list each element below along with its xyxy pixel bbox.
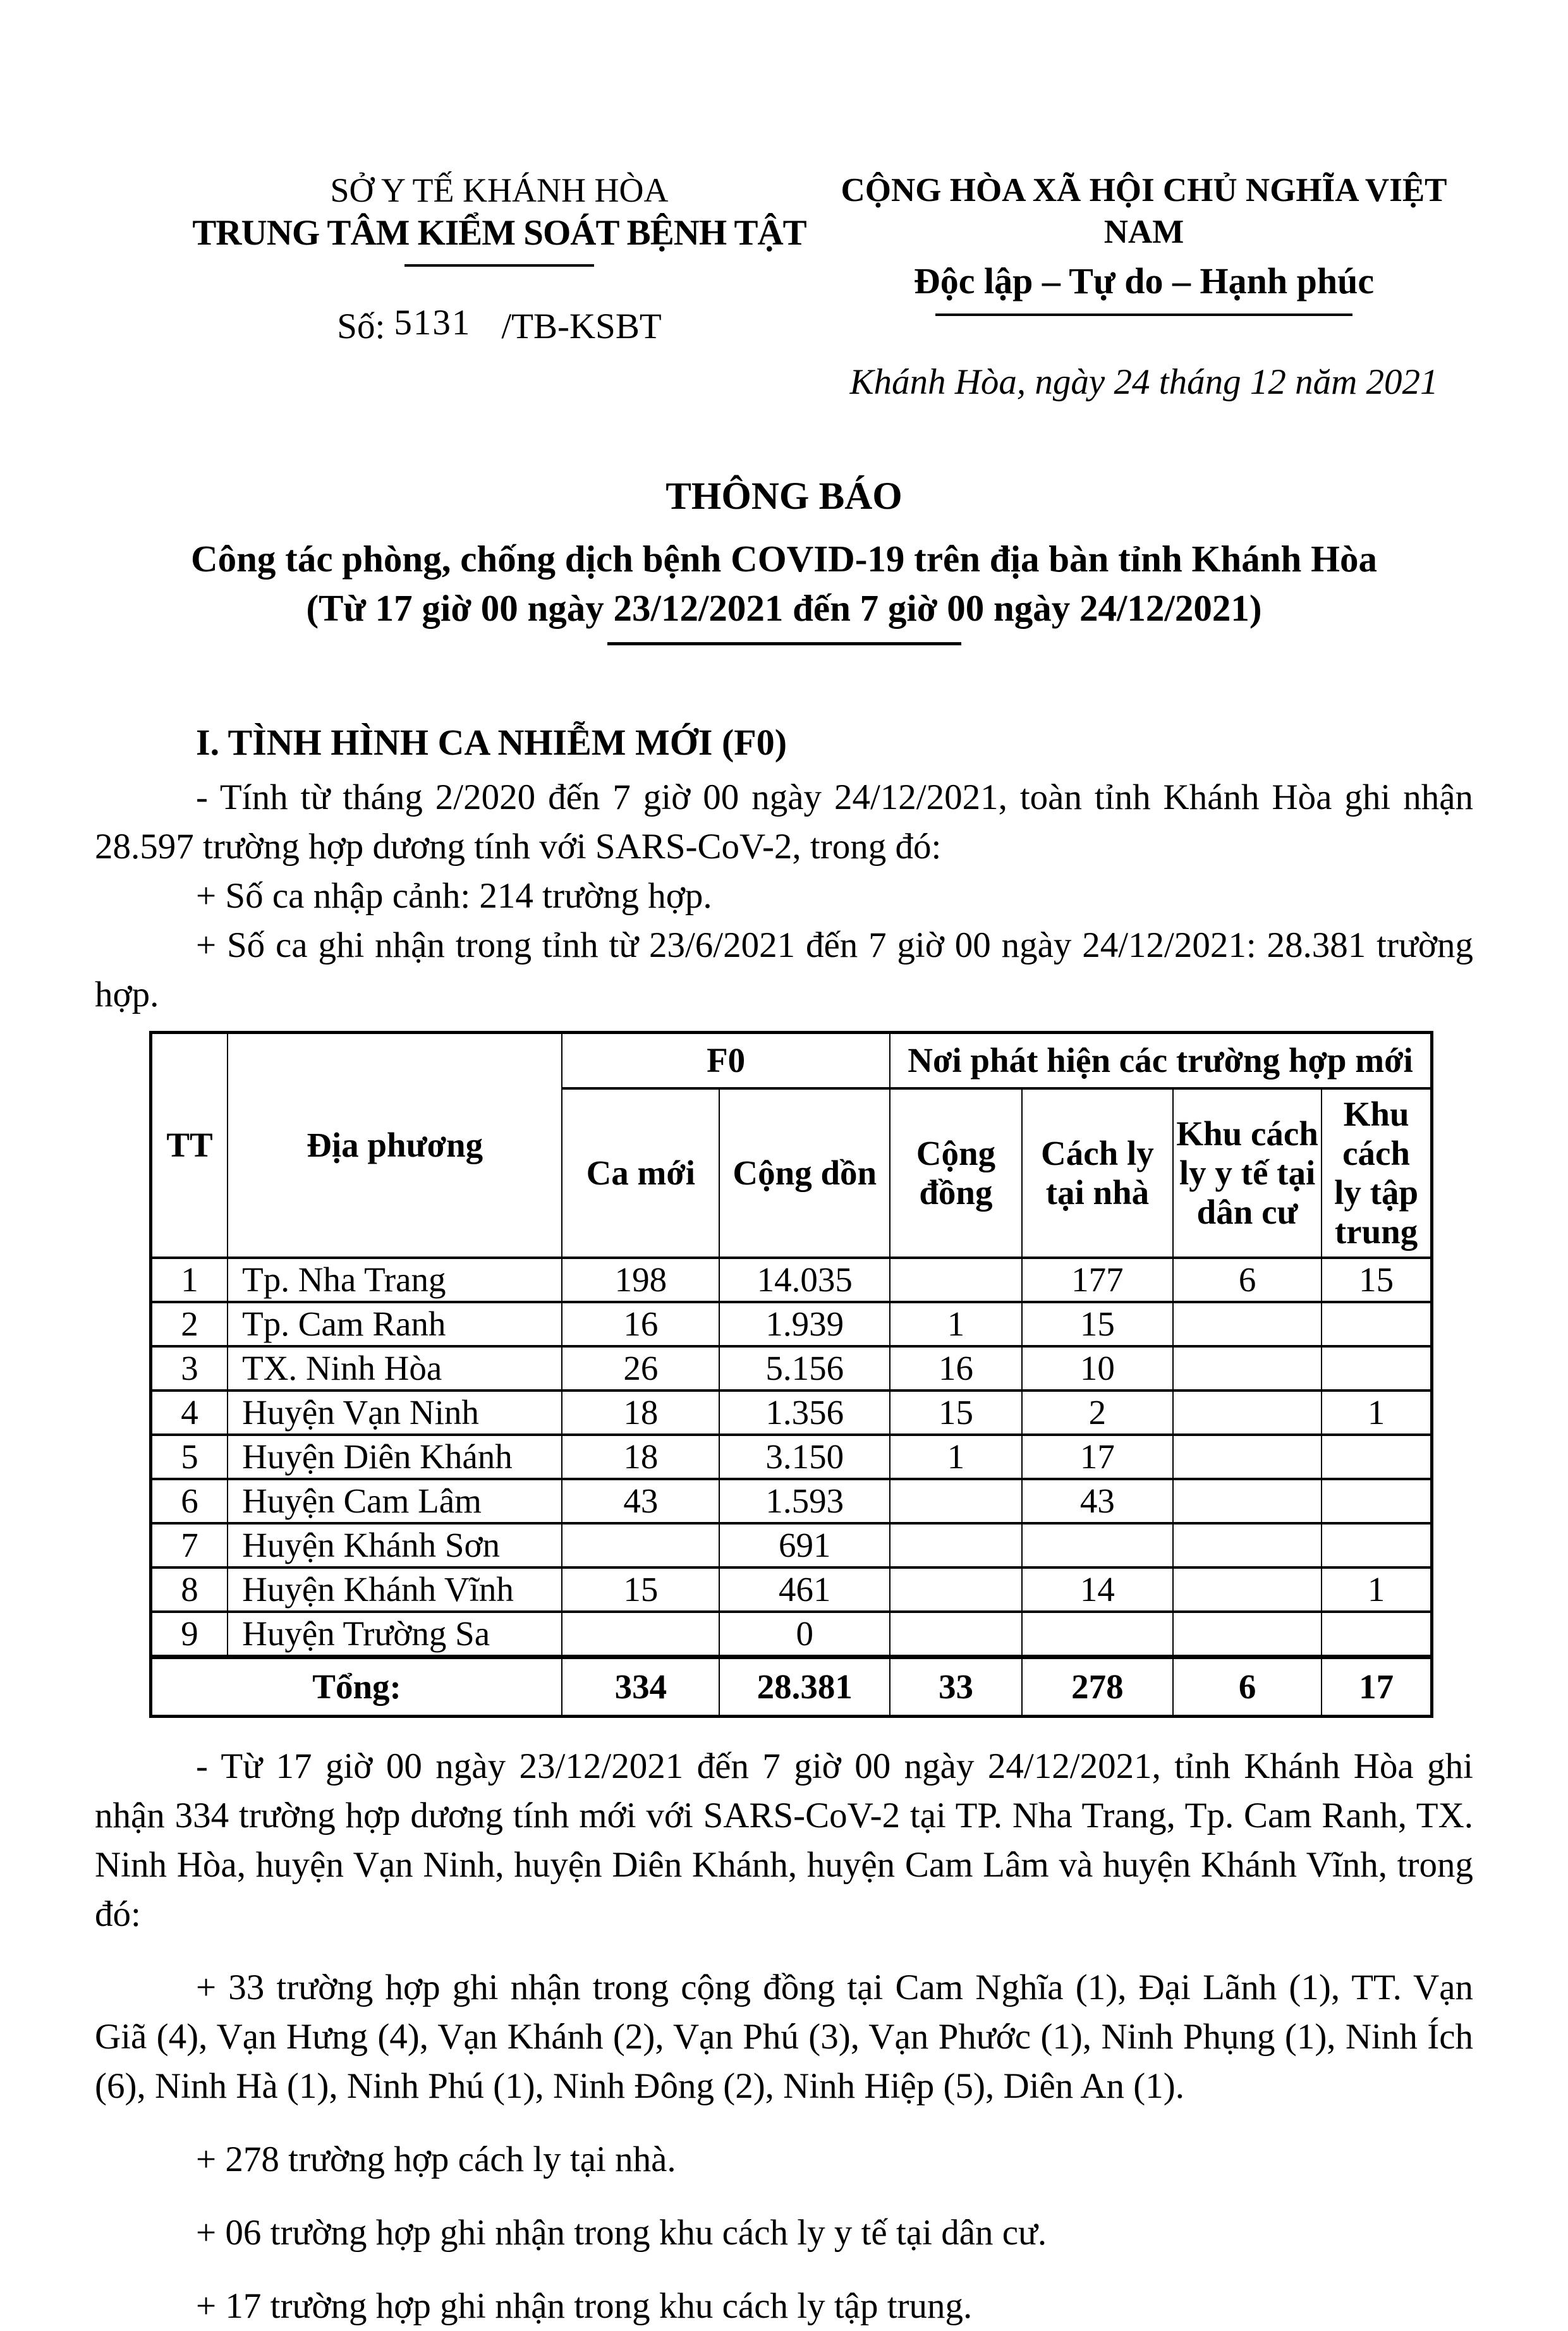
national-header-block — [815, 169, 1473, 403]
value-cell: 4 — [151, 1391, 228, 1435]
paragraph-province-cases: + Số ca ghi nhận trong tỉnh từ 23/6/2021 đến 7 giờ 00 ngày 24/12/2021: 28.381 trường hợp. — [95, 925, 1473, 1014]
table-header-row-groups — [151, 1033, 1432, 1088]
header-cell-cumulative: Cộng dồn — [719, 1088, 890, 1258]
locality-cell: Huyện Khánh Vĩnh — [228, 1567, 562, 1612]
document-title: THÔNG BÁO — [665, 475, 903, 518]
value-cell — [890, 1258, 1022, 1302]
table-row — [151, 1567, 1432, 1612]
value-cell — [890, 1523, 1022, 1567]
locality-cell: Tp. Cam Ranh — [228, 1302, 562, 1346]
value-cell — [1173, 1567, 1322, 1612]
locality-cell: Huyện Diên Khánh — [228, 1435, 562, 1479]
locality-cell: Huyện Khánh Sơn — [228, 1523, 562, 1567]
table-row — [151, 1435, 1432, 1479]
header-cell-home-quarantine: Cách ly tại nhà — [1022, 1088, 1173, 1258]
total-community-cell: 33 — [890, 1657, 1022, 1716]
document-number-line — [183, 303, 815, 348]
value-cell: 17 — [1022, 1435, 1173, 1479]
locality-cell: Tp. Nha Trang — [228, 1258, 562, 1302]
value-cell: 2 — [1022, 1391, 1173, 1435]
table-row — [151, 1346, 1432, 1391]
value-cell: 1 — [890, 1302, 1022, 1346]
total-medical-quarantine-cell: 6 — [1173, 1657, 1322, 1716]
value-cell — [1022, 1523, 1173, 1567]
national-title: CỘNG HÒA XÃ HỘI CHỦ NGHĨA VIỆT NAM — [841, 172, 1447, 250]
value-cell: 0 — [719, 1612, 890, 1657]
value-cell — [1173, 1523, 1322, 1567]
total-cumulative-cell: 28.381 — [719, 1657, 890, 1716]
paragraph-medical-quarantine-count: + 06 trường hợp ghi nhận trong khu cách ly y tế tại dân cư. — [196, 2212, 1047, 2253]
locality-cell: TX. Ninh Hòa — [228, 1346, 562, 1391]
value-cell: 2 — [151, 1302, 228, 1346]
document-number-value: 5131 — [394, 303, 471, 343]
value-cell: 1.356 — [719, 1391, 890, 1435]
table-row — [151, 1523, 1432, 1567]
table-body — [151, 1258, 1432, 1657]
table-header — [151, 1033, 1432, 1258]
value-cell — [1173, 1435, 1322, 1479]
table-row — [151, 1302, 1432, 1346]
table-row — [151, 1258, 1432, 1302]
value-cell: 26 — [562, 1346, 719, 1391]
value-cell: 177 — [1022, 1258, 1173, 1302]
value-cell: 8 — [151, 1567, 228, 1612]
locality-cell: Huyện Vạn Ninh — [228, 1391, 562, 1435]
header-cell-medical-quarantine-area: Khu cách ly y tế tại dân cư — [1173, 1088, 1322, 1258]
value-cell: 3.150 — [719, 1435, 890, 1479]
covid-cases-table — [149, 1031, 1433, 1718]
total-new-cases-cell: 334 — [562, 1657, 719, 1716]
header-cell-tt: TT — [151, 1033, 228, 1258]
value-cell — [1173, 1479, 1322, 1523]
table-row — [151, 1612, 1432, 1657]
paragraph-overview: - Tính từ tháng 2/2020 đến 7 giờ 00 ngày 24/12/2021, toàn tỉnh Khánh Hòa ghi nhận 28.597 trường hợp dương tính với SARS-CoV-2, trong đó: — [95, 777, 1473, 867]
value-cell: 15 — [562, 1567, 719, 1612]
value-cell — [890, 1479, 1022, 1523]
value-cell — [1322, 1435, 1431, 1479]
value-cell — [1173, 1612, 1322, 1657]
value-cell: 1 — [1322, 1567, 1431, 1612]
value-cell — [1173, 1302, 1322, 1346]
value-cell — [1022, 1612, 1173, 1657]
value-cell: 14.035 — [719, 1258, 890, 1302]
value-cell — [890, 1567, 1022, 1612]
agency-name: TRUNG TÂM KIỂM SOÁT BỆNH TẬT — [192, 213, 806, 253]
document-header — [95, 169, 1473, 403]
table-total-row — [151, 1657, 1432, 1716]
header-cell-new-cases: Ca mới — [562, 1088, 719, 1258]
document-period: (Từ 17 giờ 00 ngày 23/12/2021 đến 7 giờ 00 ngày 24/12/2021) — [306, 587, 1262, 629]
locality-cell: Huyện Cam Lâm — [228, 1479, 562, 1523]
national-motto: Độc lập – Tự do – Hạnh phúc — [913, 260, 1375, 301]
value-cell: 1 — [890, 1435, 1022, 1479]
place-dateline: Khánh Hòa, ngày 24 tháng 12 năm 2021 — [849, 362, 1438, 402]
value-cell: 1 — [1322, 1391, 1431, 1435]
value-cell — [1322, 1346, 1431, 1391]
value-cell: 9 — [151, 1612, 228, 1657]
document-subtitle: Công tác phòng, chống dịch bệnh COVID-19 trên địa bàn tỉnh Khánh Hòa — [191, 538, 1377, 580]
document-title-block — [95, 474, 1473, 645]
header-cell-community: Cộng đồng — [890, 1088, 1022, 1258]
value-cell: 14 — [1022, 1567, 1173, 1612]
locality-cell: Huyện Trường Sa — [228, 1612, 562, 1657]
value-cell: 461 — [719, 1567, 890, 1612]
section-1-heading: I. TÌNH HÌNH CA NHIỄM MỚI (F0) — [196, 722, 787, 763]
table-footer — [151, 1657, 1432, 1716]
agency-divider — [404, 264, 594, 267]
value-cell: 15 — [1322, 1258, 1431, 1302]
paragraph-new-period-summary: - Từ 17 giờ 00 ngày 23/12/2021 đến 7 giờ 00 ngày 24/12/2021, tỉnh Khánh Hòa ghi nhận 334 trường hợp dương tính mới với SARS-CoV-2 tại TP. Nha Trang, Tp. Cam Ranh, TX. Ninh Hòa, huyện Vạn Ninh, huyện Diên Khánh, huyện Cam Lâm và huyện Khánh Vĩnh, trong đó: — [95, 1746, 1473, 1934]
value-cell: 5.156 — [719, 1346, 890, 1391]
total-concentrated-quarantine-cell: 17 — [1322, 1657, 1431, 1716]
paragraph-concentrated-quarantine-count: + 17 trường hợp ghi nhận trong khu cách ly tập trung. — [196, 2285, 973, 2326]
value-cell: 15 — [890, 1391, 1022, 1435]
title-divider — [607, 642, 961, 645]
value-cell — [1322, 1479, 1431, 1523]
motto-divider — [935, 313, 1352, 316]
parent-agency-name: SỞ Y TẾ KHÁNH HÒA — [330, 171, 669, 209]
document-number-suffix: /TB-KSBT — [501, 307, 662, 346]
issuing-agency-block — [183, 169, 815, 348]
value-cell: 15 — [1022, 1302, 1173, 1346]
value-cell: 16 — [890, 1346, 1022, 1391]
value-cell — [1173, 1346, 1322, 1391]
value-cell — [562, 1523, 719, 1567]
value-cell — [1322, 1302, 1431, 1346]
value-cell: 6 — [151, 1479, 228, 1523]
value-cell: 16 — [562, 1302, 719, 1346]
value-cell: 18 — [562, 1435, 719, 1479]
value-cell: 43 — [562, 1479, 719, 1523]
paragraph-community-detail: + 33 trường hợp ghi nhận trong cộng đồng tại Cam Nghĩa (1), Đại Lãnh (1), TT. Vạn Giã (4), Vạn Hưng (4), Vạn Khánh (2), Vạn Phú (3), Vạn Phước (1), Ninh Phụng (1), Ninh Ích (6), Ninh Hà (1), Ninh Phú (1), Ninh Đông (2), Ninh Hiệp (5), Diên An (1). — [95, 1967, 1473, 2106]
value-cell — [1173, 1391, 1322, 1435]
value-cell: 1.593 — [719, 1479, 890, 1523]
total-label-cell: Tổng: — [151, 1657, 562, 1716]
value-cell: 1.939 — [719, 1302, 890, 1346]
header-group-detection-place: Nơi phát hiện các trường hợp mới — [890, 1033, 1431, 1088]
value-cell: 10 — [1022, 1346, 1173, 1391]
value-cell: 198 — [562, 1258, 719, 1302]
value-cell — [562, 1612, 719, 1657]
value-cell: 43 — [1022, 1479, 1173, 1523]
header-cell-concentrated-quarantine: Khu cách ly tập trung — [1322, 1088, 1431, 1258]
table-row — [151, 1479, 1432, 1523]
value-cell: 6 — [1173, 1258, 1322, 1302]
value-cell: 1 — [151, 1258, 228, 1302]
total-home-quarantine-cell: 278 — [1022, 1657, 1173, 1716]
table-row — [151, 1391, 1432, 1435]
value-cell: 7 — [151, 1523, 228, 1567]
value-cell: 3 — [151, 1346, 228, 1391]
value-cell — [1322, 1612, 1431, 1657]
value-cell: 691 — [719, 1523, 890, 1567]
header-cell-locality: Địa phương — [228, 1033, 562, 1258]
header-group-f0: F0 — [562, 1033, 890, 1088]
value-cell — [890, 1612, 1022, 1657]
value-cell: 18 — [562, 1391, 719, 1435]
document-number-label: Số: — [337, 307, 386, 346]
paragraph-home-quarantine-count: + 278 trường hợp cách ly tại nhà. — [196, 2139, 676, 2179]
paragraph-imported-cases: + Số ca nhập cảnh: 214 trường hợp. — [196, 876, 712, 916]
value-cell: 5 — [151, 1435, 228, 1479]
value-cell — [1322, 1523, 1431, 1567]
